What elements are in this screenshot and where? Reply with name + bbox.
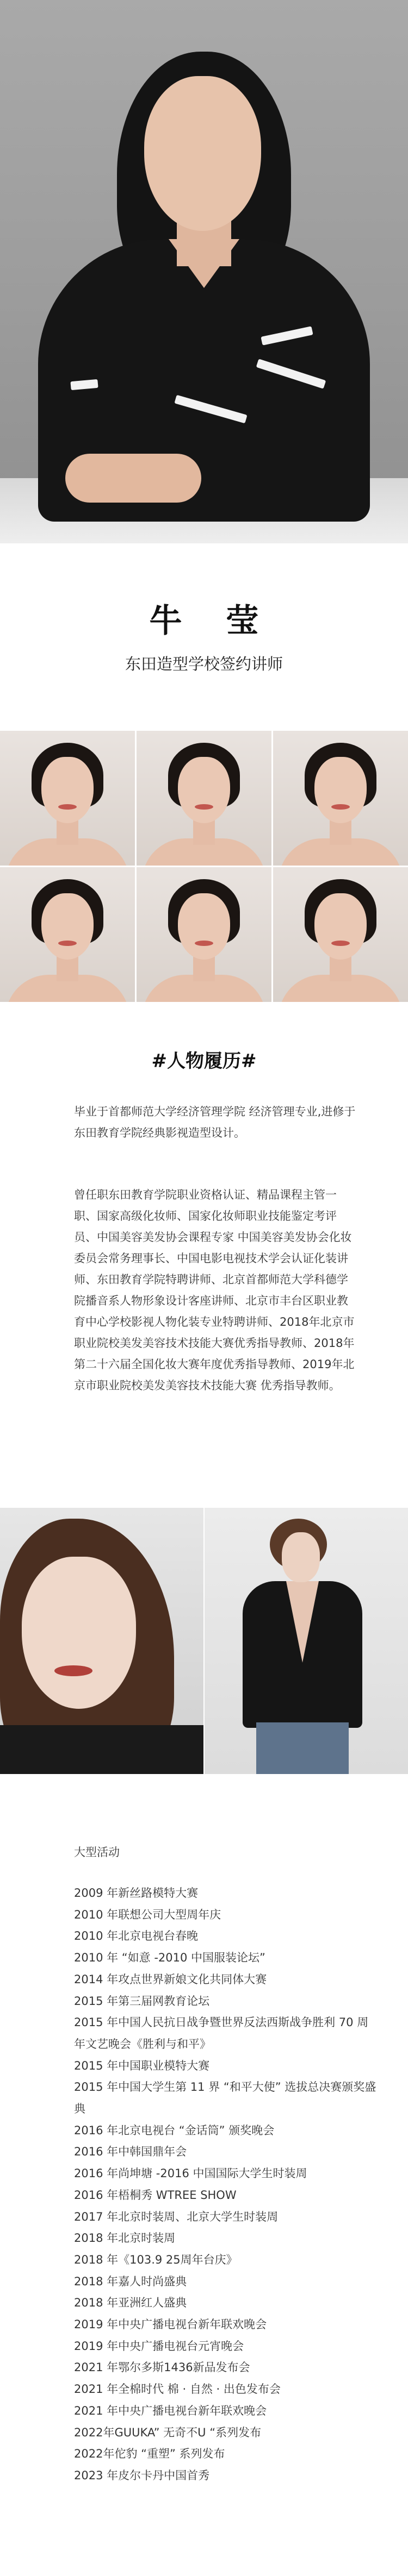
activity-item: 2022年佗豹 “重塑” 系列发布 — [74, 2447, 225, 2461]
resume-heading: #人物履历# — [151, 1050, 257, 1072]
activity-item: 2015 年中国大学生第 11 界 “和平大使” 选拔总决赛颁奖盛典 — [74, 2080, 376, 2116]
activity-item: 2018 年《103.9 25周年台庆》 — [74, 2253, 238, 2266]
activity-item: 2017 年北京时装周、北京大学生时装周 — [74, 2210, 279, 2223]
resume-paragraph-education: 毕业于首都师范大学经济管理学院 经济管理专业,进修于东田教育学院经典影视造型设计。 — [74, 1105, 356, 1139]
makeup-photo-grid — [0, 731, 408, 1002]
activity-item: 2010 年北京电视台春晚 — [74, 1929, 199, 1943]
portrait-face — [144, 76, 261, 231]
activity-item: 2022年GUUKA” 无奇不U “系列发布 — [74, 2425, 262, 2439]
activity-item: 2016 年尚坤塘 -2016 中国国际大学生时装周 — [74, 2167, 307, 2180]
activity-item: 2010 年 “如意 -2010 中国服装论坛” — [74, 1951, 265, 1965]
resume-paragraph-career: 曾任职东田教育学院职业资格认证、精品课程主管一职、国家高级化妆师、国家化妆师职业技能鉴定考评员、中国美容美发协会课程专家 中国美容美发协会化妆委员会常务理事长、中国电影电视技术学会认证化装讲师、东田教育学院特聘讲师、北京首都师范大学科德学院播音系人物形象设计客座讲师、北京市丰台区职业教育中心学校影视人物化装专业特聘讲师、2018年北京市职业院校美发美容技术技能大赛优秀指导教师、2018年第二十六届全国化妆大赛年度优秀指导教师、2019年北京市职业院校美发美容技术技能大赛 优秀指导教师。 — [74, 1188, 355, 1392]
activity-item: 2016 年北京电视台 “金话筒” 颁奖晚会 — [74, 2123, 275, 2137]
makeup-photo — [137, 731, 271, 866]
activity-item: 2014 年攻点世界新娘文化共同体大赛 — [74, 1972, 267, 1986]
activity-item: 2015 年中国人民抗日战争暨世界反法西斯战争胜利 70 周年文艺晚会《胜利与和平》 — [74, 2016, 369, 2051]
activity-item: 2021 年中央广播电视台新年联欢晚会 — [74, 2404, 267, 2417]
makeup-photo — [0, 867, 135, 1002]
activity-item: 2015 年中国职业模特大赛 — [74, 2059, 210, 2072]
makeup-photo — [273, 867, 408, 1002]
activity-item: 2023 年皮尔卡丹中国首秀 — [74, 2468, 210, 2482]
activity-item: 2016 年中韩国鼎年会 — [74, 2145, 187, 2159]
hero-portrait — [0, 0, 408, 543]
lecturer-title: 东田造型学校签约讲师 — [125, 655, 283, 673]
activity-item: 2019 年中央广播电视台新年联欢晚会 — [74, 2318, 267, 2331]
makeup-photo — [273, 731, 408, 866]
activity-item: 2009 年新丝路模特大赛 — [74, 1886, 199, 1900]
activity-item: 2021 年全棉时代 棉 · 自然 · 出色发布会 — [74, 2383, 281, 2396]
activity-item: 2018 年北京时装周 — [74, 2232, 176, 2245]
activity-item: 2019 年中央广播电视台元宵晚会 — [74, 2339, 244, 2353]
portrait-hands — [65, 454, 201, 503]
editorial-portrait-photo — [0, 1508, 203, 1774]
makeup-photo — [137, 867, 271, 1002]
editorial-fashion-photo — [205, 1508, 408, 1774]
activity-item: 2018 年嘉人时尚盛典 — [74, 2274, 187, 2288]
activity-item: 2010 年联想公司大型周年庆 — [74, 1908, 221, 1921]
lecturer-name: 牛 莹 — [149, 602, 275, 640]
makeup-photo — [0, 731, 135, 866]
activity-item: 2018 年亚洲红人盛典 — [74, 2296, 187, 2310]
activities-title: 大型活动 — [74, 1846, 120, 1859]
activity-item: 2021 年鄂尔多斯1436新品发布会 — [74, 2361, 250, 2374]
activity-item: 2015 年第三届网教育论坛 — [74, 1994, 210, 2008]
activities-list — [74, 1883, 379, 2487]
activity-item: 2016 年梧桐秀 WTREE SHOW — [74, 2188, 237, 2202]
